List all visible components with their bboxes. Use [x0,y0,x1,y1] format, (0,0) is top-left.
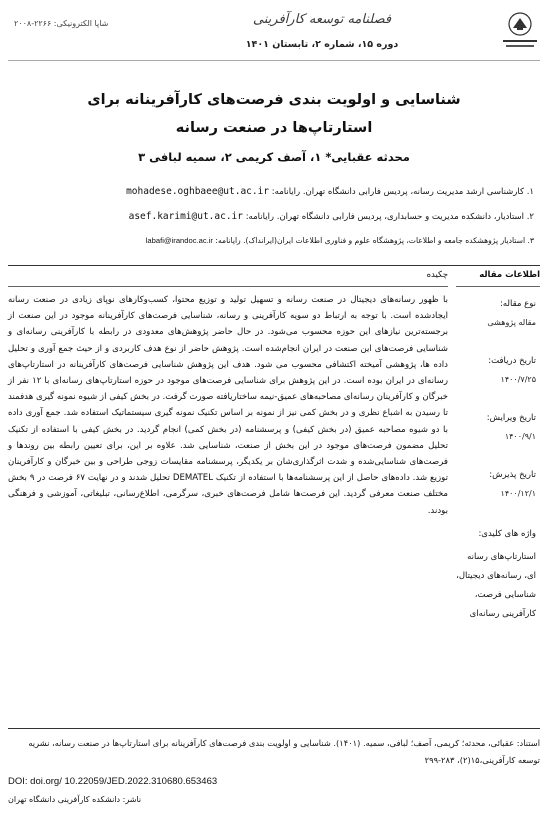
university-logo-icon [500,10,540,52]
article-info-rule [456,286,540,287]
received-value: ۱۴۰۰/۷/۲۵ [500,375,536,384]
received-label: تاریخ دریافت: [488,356,536,366]
keywords-value: استارتاپ‌های رسانه‌ ای، رسانه‌های دیجیتال، شناسایی فرصت، کارآفرینی رسانه‌ای [456,552,536,619]
email-link[interactable]: mohadese.oghbaee@ut.ac.ir [126,186,270,197]
header-divider [8,60,540,61]
revised-value: ۱۴۰۰/۹/۱ [504,432,536,441]
affiliation-text: ۱. کارشناسی ارشد مدیریت رسانه، پردیس فارابی دانشگاه تهران. رایانامه: [271,187,534,197]
email-link[interactable]: asef.karimi@ut.ac.ir [128,211,243,222]
affiliation-1 [14,186,534,197]
article-box-bottom-rule [8,728,540,729]
accepted-label: تاریخ پذیرش: [489,470,536,480]
paper-title-line2: استارتاپ‌ها در صنعت رسانه [175,120,373,136]
doi-link[interactable]: DOI: doi.org/ 10.22059/JED.2022.310680.653463 [8,776,218,787]
authors: محدثه عقبایی* ۱، آصف کریمی ۲، سمیه لبافی ۳ [138,150,410,164]
revised-label: تاریخ ویرایش: [486,413,536,423]
affiliation-3 [14,236,534,245]
abstract-heading: چکیده [426,270,448,280]
journal-issue: دوره ۱۵، شماره ۲، تابستان ۱۴۰۱ [245,39,399,50]
abstract-rule [8,286,448,287]
journal-header [8,6,540,56]
affiliation-text: ۲. استادیار، دانشکده مدیریت و حسابداری، پردیس فارابی دانشگاه تهران. رایانامه: [245,212,534,222]
publisher: ناشر: دانشکده کارآفرینی دانشگاه تهران [8,795,142,804]
keywords-label: واژه های کلیدی: [478,529,536,539]
email-link[interactable]: labafi@irandoc.ac.ir [145,236,213,245]
article-type-label: نوع مقاله: [500,299,536,309]
journal-title: فصلنامه توسعه کارآفرینی [252,12,392,27]
paper-title-line1: شناسایی و اولویت بندی فرصت‌های کارآفرینانه برای [87,92,461,108]
article-type-value: مقاله پژوهشی [487,318,536,327]
article-box-top-rule [8,265,540,266]
citation: استناد: عقبائی، محدثه؛ کریمی، آصف؛ لبافی، سمیه. (۱۴۰۱). شناسایی و اولویت بندی فرصت‌های کارآفرینانه برای استارتاپ‌ها در صنعت رسانه، نشریه توسعه کارآفرینی،۱۵(۲)، ۲۸۳-۲۹۹ [28,738,540,765]
affiliation-2 [14,211,534,222]
article-info-heading: اطلاعات مقاله [479,270,540,280]
accepted-value: ۱۴۰۰/۱۲/۱ [500,489,536,498]
affiliation-text: ۳. استادیار پژوهشکده جامعه و اطلاعات، پژوهشگاه علوم و فناوری اطلاعات ایران(ایرانداک). رایانامه: [215,236,534,245]
abstract-text: با ظهور رسانه‌های دیجیتال در صنعت رسانه و تسهیل تولید و توزیع محتوا، کسب‌وکارهای نوپای زیادی در صنعت رسانه ایجاد‌شده است. با توجه به ارتباط دو سویه کارآفرینی و رسانه، شناسایی فرصت‌های کارآفرینانه موجود در این صنعت از برجسته‌ترین نیازهای این حوزه محسوب می‌شود. در حال حاضر پژوهش‌های معدودی در رابطه با کارآفرینی رسانه‌ای و شناسایی فرصت‌های این صنعت در ایران انجام‌شده است. پژوهش حاضر از نوع هدف کاربردی و از حیث جمع آوری و تحلیل داده ها، پژوهشی آمیخته اکتشافی محسوب می شود. هدف این پژوهش شناسایی فرصت‌های کارآفرینانه در استارتاپ‌های رسانه‌ای در ایران بوده است. در این پژوهش برای شناسایی فرصت‌های موجود در حوزه استارتاپ‌های رسانه‌ای با ۱۲ نفر از خبرگان و کارآفرینان رسانه‌ای مصاحبه‌های عمیق-نیمه ساختاریافته صورت گرفت. در بخش کیفی از شیوه نمونه گیری هدفمند تا رسیدن به اشباع نظری و در بخش کمی نیز از نمونه بر اساس تکنیک نمونه گیری سیستماتیک استفاده شد. جمع آوری داده با دو شیوه مصاحبه عمیق (در بخش کیفی) و پرسشنامه (در بخش کمی) انجام گردید. در بخش کیفی با استفاده از تکنیک تحلیل مضمون فرصت‌های موجود در این بخش از صنعت، شناسایی شد. علاوه بر این، برای تعیین رابطه بین روندها و فرصت‌های شناسایی‌شده و شدت اثرگذاری‌شان بر یکدیگر، پرسشنامه مقایسات زوجی طراحی و بین خبرگان و کارآفرینان توزیع شد. داده‌های حاصل از این پرسشنامه‌ها با استفاده از تکنیک DEMATEL تحلیل شدند و در نهایت ۶۷ فرصت در ۹ بخش مختلف صنعت معرفی گردید. این فرصت‌ها شامل فرصت‌های خبری، سرگرمی، اطلاع‌رسانی، تبلیغاتی، آموزشی و فرهنگی بودند. [8,295,448,516]
issn: شاپا الکترونیکی: ۲۲۶۶-۲۰۰۸ [14,19,109,28]
